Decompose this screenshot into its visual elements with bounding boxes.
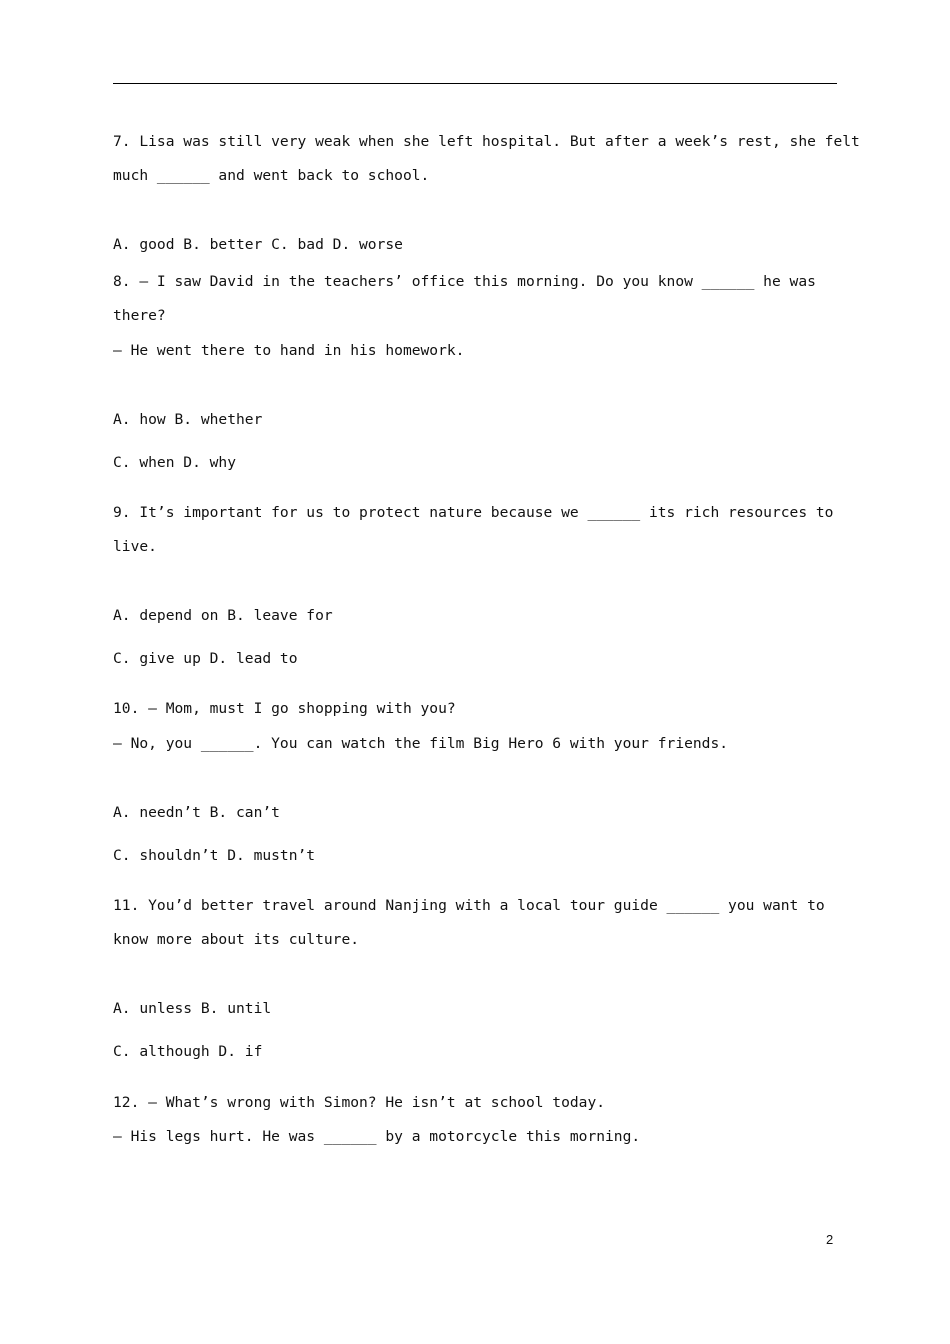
question-8-options-2: C. when D. why	[113, 454, 237, 471]
question-10-options-2: C. shouldn’t D. mustn’t	[113, 847, 316, 864]
question-8-stem-line-2: there?	[113, 307, 166, 324]
question-9-stem-line-1: 9. It’s important for us to protect nature because we ______ its rich resources to	[113, 504, 834, 521]
question-9-options-2: C. give up D. lead to	[113, 650, 298, 667]
question-10-stem-line-1: 10. — Mom, must I go shopping with you?	[113, 700, 456, 717]
question-10-options-1: A. needn’t B. can’t	[113, 804, 280, 821]
question-8-stem-line-3: — He went there to hand in his homework.	[113, 342, 465, 359]
question-11-options-2: C. although D. if	[113, 1043, 263, 1060]
question-12-stem-line-1: 12. — What’s wrong with Simon? He isn’t at school today.	[113, 1094, 606, 1111]
question-11-stem-line-1: 11. You’d better travel around Nanjing with a local tour guide ______ you want to	[113, 897, 825, 914]
question-9-options-1: A. depend on B. leave for	[113, 607, 333, 624]
question-7-options: A. good B. better C. bad D. worse	[113, 236, 403, 253]
question-8-stem-line-1: 8. — I saw David in the teachers’ office this morning. Do you know ______ he was	[113, 273, 816, 290]
question-8-options-1: A. how B. whether	[113, 411, 263, 428]
question-7-stem-line-1: 7. Lisa was still very weak when she left hospital. But after a week’s rest, she felt	[113, 133, 860, 150]
page-number: 2	[826, 1232, 834, 1247]
header-rule	[113, 83, 837, 84]
question-11-stem-line-2: know more about its culture.	[113, 931, 360, 948]
question-10-stem-line-2: — No, you ______. You can watch the film Big Hero 6 with your friends.	[113, 735, 729, 752]
question-12-stem-line-2: — His legs hurt. He was ______ by a motorcycle this morning.	[113, 1128, 641, 1145]
question-7-stem-line-2: much ______ and went back to school.	[113, 167, 430, 184]
question-9-stem-line-2: live.	[113, 538, 157, 555]
question-11-options-1: A. unless B. until	[113, 1000, 272, 1017]
